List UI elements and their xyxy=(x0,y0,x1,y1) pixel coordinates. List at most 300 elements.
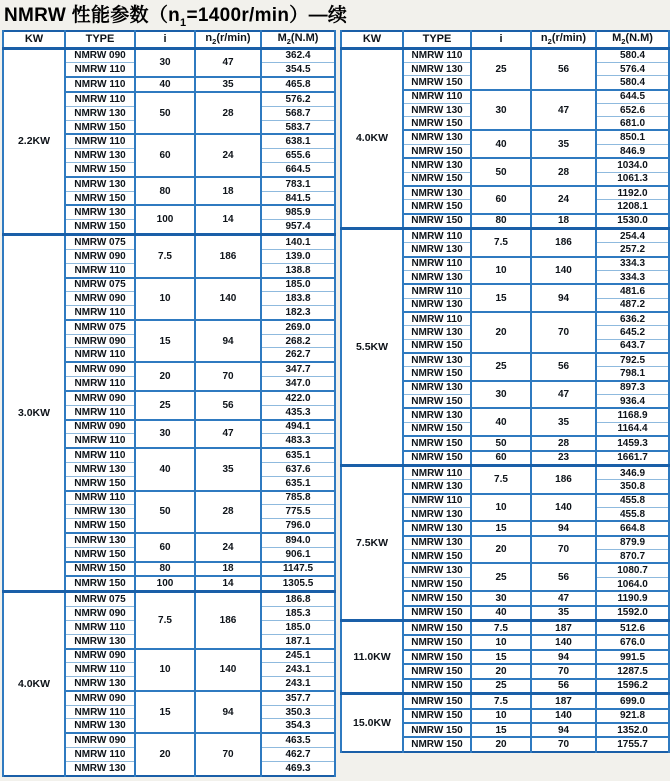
table-body xyxy=(341,48,669,752)
torque-cell: 243.1 xyxy=(261,663,335,677)
output-speed-cell: 94 xyxy=(195,691,261,733)
output-speed-cell: 140 xyxy=(195,649,261,691)
page-title-subscript: 1 xyxy=(180,16,187,29)
col-header-kw: KW xyxy=(3,31,65,48)
type-cell: NMRW 130 xyxy=(403,62,471,75)
kw-cell: 2.2KW xyxy=(3,48,65,235)
type-cell: NMRW 130 xyxy=(403,271,471,285)
output-speed-cell: 47 xyxy=(195,48,261,77)
output-speed-cell: 18 xyxy=(195,562,261,577)
torque-cell: 512.6 xyxy=(596,621,669,636)
type-cell: NMRW 150 xyxy=(65,576,135,591)
ratio-cell: 20 xyxy=(135,733,195,776)
type-cell: NMRW 130 xyxy=(403,243,471,257)
type-cell: NMRW 090 xyxy=(65,691,135,705)
ratio-cell: 7.5 xyxy=(471,229,531,257)
type-cell: NMRW 150 xyxy=(65,163,135,177)
type-cell: NMRW 150 xyxy=(403,117,471,131)
header-row xyxy=(341,31,669,48)
ratio-cell: 25 xyxy=(135,391,195,420)
type-cell: NMRW 130 xyxy=(403,480,471,494)
ratio-cell: 10 xyxy=(135,278,195,320)
torque-cell: 354.3 xyxy=(261,719,335,733)
torque-cell: 455.8 xyxy=(596,494,669,508)
torque-cell: 1305.5 xyxy=(261,576,335,591)
torque-cell: 985.9 xyxy=(261,205,335,219)
torque-cell: 462.7 xyxy=(261,748,335,762)
output-speed-cell: 35 xyxy=(531,408,596,436)
torque-cell: 334.3 xyxy=(596,257,669,271)
ratio-cell: 20 xyxy=(135,362,195,391)
torque-cell: 798.1 xyxy=(596,367,669,381)
output-speed-cell: 24 xyxy=(531,186,596,214)
type-cell: NMRW 130 xyxy=(403,408,471,422)
torque-cell: 1755.7 xyxy=(596,737,669,752)
type-cell: NMRW 110 xyxy=(65,448,135,462)
type-cell: NMRW 150 xyxy=(403,436,471,450)
output-speed-cell: 70 xyxy=(195,362,261,391)
torque-cell: 347.7 xyxy=(261,362,335,376)
type-cell: NMRW 130 xyxy=(403,521,471,535)
torque-cell: 637.6 xyxy=(261,462,335,476)
ratio-cell: 40 xyxy=(471,408,531,436)
table-row xyxy=(341,621,669,636)
type-cell: NMRW 150 xyxy=(403,709,471,723)
output-speed-cell: 56 xyxy=(531,353,596,381)
ratio-cell: 10 xyxy=(135,649,195,691)
torque-cell: 1147.5 xyxy=(261,562,335,577)
torque-cell: 481.6 xyxy=(596,284,669,298)
type-cell: NMRW 150 xyxy=(65,220,135,235)
torque-cell: 846.9 xyxy=(596,144,669,158)
output-speed-cell: 70 xyxy=(531,737,596,752)
type-cell: NMRW 110 xyxy=(65,306,135,320)
ratio-cell: 60 xyxy=(135,533,195,562)
col-header-output-speed: $n_2(r/\min)$ xyxy=(195,31,261,48)
torque-cell: 357.7 xyxy=(261,691,335,705)
output-speed-cell: 94 xyxy=(531,723,596,737)
torque-cell: 455.8 xyxy=(596,508,669,522)
ratio-cell: 80 xyxy=(135,562,195,577)
type-cell: NMRW 090 xyxy=(65,607,135,621)
type-cell: NMRW 150 xyxy=(65,519,135,533)
type-cell: NMRW 150 xyxy=(403,144,471,158)
torque-cell: 1352.0 xyxy=(596,723,669,737)
torque-cell: 643.7 xyxy=(596,339,669,353)
ratio-cell: 7.5 xyxy=(471,621,531,636)
type-cell: NMRW 130 xyxy=(403,508,471,522)
kw-cell: 3.0KW xyxy=(3,235,65,592)
type-cell: NMRW 110 xyxy=(403,48,471,62)
torque-cell: 870.7 xyxy=(596,550,669,564)
type-cell: NMRW 110 xyxy=(65,134,135,148)
torque-cell: 638.1 xyxy=(261,134,335,148)
torque-cell: 254.4 xyxy=(596,229,669,243)
torque-cell: 796.0 xyxy=(261,519,335,533)
output-speed-cell: 56 xyxy=(531,48,596,90)
type-cell: NMRW 090 xyxy=(65,649,135,663)
col-header-kw: KW xyxy=(341,31,403,48)
ratio-cell: 60 xyxy=(471,451,531,466)
type-cell: NMRW 110 xyxy=(65,77,135,92)
output-speed-cell: 14 xyxy=(195,576,261,591)
ratio-cell: 15 xyxy=(135,691,195,733)
output-speed-cell: 94 xyxy=(531,650,596,664)
type-cell: NMRW 110 xyxy=(65,63,135,77)
output-speed-cell: 70 xyxy=(195,733,261,776)
torque-cell: 1061.3 xyxy=(596,172,669,186)
ratio-cell: 100 xyxy=(135,205,195,234)
ratio-cell: 10 xyxy=(471,635,531,649)
torque-cell: 936.4 xyxy=(596,395,669,409)
ratio-cell: 30 xyxy=(135,48,195,77)
torque-cell: 1661.7 xyxy=(596,451,669,466)
type-cell: NMRW 110 xyxy=(65,748,135,762)
col-header-torque: $M_2(N.M)$ xyxy=(261,31,335,48)
type-cell: NMRW 130 xyxy=(403,186,471,200)
ratio-cell: 40 xyxy=(135,448,195,490)
torque-cell: 576.4 xyxy=(596,62,669,75)
table-header xyxy=(341,31,669,48)
type-cell: NMRW 110 xyxy=(403,257,471,271)
output-speed-cell: 24 xyxy=(195,533,261,562)
torque-cell: 350.8 xyxy=(596,480,669,494)
output-speed-cell: 35 xyxy=(195,448,261,490)
kw-cell: 5.5KW xyxy=(341,229,403,466)
torque-cell: 186.8 xyxy=(261,592,335,607)
torque-cell: 1459.3 xyxy=(596,436,669,450)
torque-cell: 346.9 xyxy=(596,465,669,479)
ratio-cell: 50 xyxy=(471,436,531,450)
ratio-cell: 25 xyxy=(471,48,531,90)
torque-cell: 580.4 xyxy=(596,48,669,62)
ratio-cell: 30 xyxy=(471,591,531,605)
type-cell: NMRW 110 xyxy=(403,465,471,479)
performance-table-left xyxy=(2,30,336,777)
torque-cell: 841.5 xyxy=(261,191,335,205)
torque-cell: 185.3 xyxy=(261,607,335,621)
output-speed-cell: 35 xyxy=(531,130,596,158)
torque-cell: 483.3 xyxy=(261,434,335,448)
output-speed-cell: 56 xyxy=(195,391,261,420)
torque-cell: 655.6 xyxy=(261,149,335,163)
output-speed-cell: 18 xyxy=(531,214,596,229)
type-cell: NMRW 110 xyxy=(403,229,471,243)
type-cell: NMRW 150 xyxy=(403,339,471,353)
torque-cell: 463.5 xyxy=(261,733,335,747)
type-cell: NMRW 110 xyxy=(65,405,135,419)
type-cell: NMRW 150 xyxy=(403,606,471,621)
type-cell: NMRW 130 xyxy=(403,158,471,172)
type-cell: NMRW 130 xyxy=(65,106,135,120)
output-speed-cell: 70 xyxy=(531,312,596,353)
torque-cell: 139.0 xyxy=(261,250,335,264)
page-title-prefix: NMRW 性能参数（n xyxy=(4,5,181,26)
output-speed-cell: 186 xyxy=(531,465,596,493)
type-cell: NMRW 130 xyxy=(65,149,135,163)
torque-cell: 676.0 xyxy=(596,635,669,649)
type-cell: NMRW 110 xyxy=(65,705,135,719)
ratio-cell: 30 xyxy=(471,381,531,409)
col-header-type: TYPE xyxy=(403,31,471,48)
torque-cell: 1530.0 xyxy=(596,214,669,229)
ratio-cell: 20 xyxy=(471,536,531,564)
output-speed-cell: 28 xyxy=(531,158,596,186)
torque-cell: 262.7 xyxy=(261,348,335,362)
ratio-cell: 80 xyxy=(135,177,195,206)
torque-cell: 185.0 xyxy=(261,278,335,292)
table-body xyxy=(3,48,335,776)
type-cell: NMRW 110 xyxy=(65,92,135,106)
output-speed-cell: 28 xyxy=(195,491,261,533)
type-cell: NMRW 090 xyxy=(65,292,135,306)
ratio-cell: 15 xyxy=(135,320,195,362)
type-cell: NMRW 090 xyxy=(65,334,135,348)
torque-cell: 1287.5 xyxy=(596,664,669,678)
torque-cell: 921.8 xyxy=(596,709,669,723)
output-speed-cell: 28 xyxy=(195,92,261,134)
output-speed-cell: 140 xyxy=(195,278,261,320)
ratio-cell: 7.5 xyxy=(135,235,195,278)
ratio-cell: 7.5 xyxy=(471,694,531,709)
output-speed-cell: 47 xyxy=(531,90,596,131)
torque-cell: 636.2 xyxy=(596,312,669,326)
header-subscript: 2 xyxy=(286,37,291,47)
kw-cell: 11.0KW xyxy=(341,621,403,694)
page-title xyxy=(4,0,347,29)
table-row xyxy=(341,465,669,479)
output-speed-cell: 94 xyxy=(195,320,261,362)
page-title-suffix: =1400r/min）—续 xyxy=(186,5,348,26)
torque-cell: 785.8 xyxy=(261,491,335,505)
type-cell: NMRW 150 xyxy=(403,694,471,709)
output-speed-cell: 187 xyxy=(531,621,596,636)
torque-cell: 1080.7 xyxy=(596,563,669,577)
ratio-cell: 15 xyxy=(471,650,531,664)
torque-cell: 1596.2 xyxy=(596,679,669,694)
torque-cell: 1208.1 xyxy=(596,200,669,214)
type-cell: NMRW 150 xyxy=(403,172,471,186)
torque-cell: 347.0 xyxy=(261,377,335,391)
type-cell: NMRW 110 xyxy=(65,377,135,391)
torque-cell: 182.3 xyxy=(261,306,335,320)
ratio-cell: 25 xyxy=(471,563,531,591)
torque-cell: 487.2 xyxy=(596,298,669,312)
ratio-cell: 40 xyxy=(471,130,531,158)
type-cell: NMRW 150 xyxy=(403,723,471,737)
output-speed-cell: 140 xyxy=(531,257,596,285)
type-cell: NMRW 130 xyxy=(65,533,135,547)
type-cell: NMRW 150 xyxy=(65,120,135,134)
type-cell: NMRW 150 xyxy=(403,650,471,664)
torque-cell: 1034.0 xyxy=(596,158,669,172)
type-cell: NMRW 130 xyxy=(403,563,471,577)
output-speed-cell: 14 xyxy=(195,205,261,234)
output-speed-cell: 140 xyxy=(531,494,596,522)
type-cell: NMRW 150 xyxy=(403,451,471,466)
torque-cell: 897.3 xyxy=(596,381,669,395)
table-header xyxy=(3,31,335,48)
ratio-cell: 100 xyxy=(135,576,195,591)
output-speed-cell: 186 xyxy=(195,592,261,649)
type-cell: NMRW 150 xyxy=(403,664,471,678)
type-cell: NMRW 110 xyxy=(65,348,135,362)
type-cell: NMRW 150 xyxy=(65,562,135,577)
type-cell: NMRW 075 xyxy=(65,320,135,334)
torque-cell: 350.3 xyxy=(261,705,335,719)
torque-cell: 664.8 xyxy=(596,521,669,535)
torque-cell: 583.7 xyxy=(261,120,335,134)
torque-cell: 269.0 xyxy=(261,320,335,334)
torque-cell: 664.5 xyxy=(261,163,335,177)
type-cell: NMRW 150 xyxy=(403,550,471,564)
output-speed-cell: 47 xyxy=(531,381,596,409)
torque-cell: 699.0 xyxy=(596,694,669,709)
type-cell: NMRW 110 xyxy=(403,284,471,298)
type-cell: NMRW 150 xyxy=(403,591,471,605)
ratio-cell: 20 xyxy=(471,664,531,678)
type-cell: NMRW 090 xyxy=(65,391,135,405)
output-speed-cell: 186 xyxy=(531,229,596,257)
torque-cell: 187.1 xyxy=(261,634,335,648)
col-header-type: TYPE xyxy=(65,31,135,48)
type-cell: NMRW 130 xyxy=(403,130,471,144)
ratio-cell: 7.5 xyxy=(471,465,531,493)
torque-cell: 354.5 xyxy=(261,63,335,77)
type-cell: NMRW 150 xyxy=(65,547,135,561)
output-speed-cell: 18 xyxy=(195,177,261,206)
type-cell: NMRW 110 xyxy=(403,494,471,508)
col-header-ratio: i xyxy=(135,31,195,48)
type-cell: NMRW 130 xyxy=(65,761,135,776)
ratio-cell: 15 xyxy=(471,521,531,535)
output-speed-cell: 24 xyxy=(195,134,261,176)
type-cell: NMRW 110 xyxy=(403,312,471,326)
torque-cell: 991.5 xyxy=(596,650,669,664)
col-header-output-speed: $n_2(r/\min)$ xyxy=(531,31,596,48)
header-subscript: 2 xyxy=(621,37,626,47)
torque-cell: 635.1 xyxy=(261,448,335,462)
torque-cell: 1064.0 xyxy=(596,577,669,591)
output-speed-cell: 28 xyxy=(531,436,596,450)
ratio-cell: 10 xyxy=(471,257,531,285)
torque-cell: 1592.0 xyxy=(596,606,669,621)
type-cell: NMRW 130 xyxy=(403,536,471,550)
ratio-cell: 25 xyxy=(471,353,531,381)
type-cell: NMRW 130 xyxy=(65,677,135,691)
ratio-cell: 7.5 xyxy=(135,592,195,649)
type-cell: NMRW 075 xyxy=(65,592,135,607)
ratio-cell: 40 xyxy=(471,606,531,621)
ratio-cell: 60 xyxy=(471,186,531,214)
type-cell: NMRW 130 xyxy=(65,205,135,219)
ratio-cell: 30 xyxy=(135,420,195,449)
ratio-cell: 50 xyxy=(135,92,195,134)
torque-cell: 635.1 xyxy=(261,476,335,490)
ratio-cell: 50 xyxy=(471,158,531,186)
torque-cell: 1190.9 xyxy=(596,591,669,605)
torque-cell: 183.8 xyxy=(261,292,335,306)
torque-cell: 245.1 xyxy=(261,649,335,663)
torque-cell: 435.3 xyxy=(261,405,335,419)
type-cell: NMRW 110 xyxy=(65,491,135,505)
type-cell: NMRW 150 xyxy=(403,200,471,214)
ratio-cell: 80 xyxy=(471,214,531,229)
header-subscript: 2 xyxy=(212,37,217,47)
output-speed-cell: 140 xyxy=(531,635,596,649)
output-speed-cell: 56 xyxy=(531,679,596,694)
output-speed-cell: 70 xyxy=(531,536,596,564)
type-cell: NMRW 110 xyxy=(403,90,471,104)
type-cell: NMRW 150 xyxy=(403,367,471,381)
col-header-torque: $M_2(N.M)$ xyxy=(596,31,669,48)
type-cell: NMRW 150 xyxy=(403,737,471,752)
table-row xyxy=(3,48,335,63)
type-cell: NMRW 150 xyxy=(403,577,471,591)
kw-cell: 4.0KW xyxy=(3,592,65,776)
header-subscript: 2 xyxy=(547,37,552,47)
torque-cell: 185.0 xyxy=(261,620,335,634)
torque-cell: 576.2 xyxy=(261,92,335,106)
table-row xyxy=(341,229,669,243)
header-row xyxy=(3,31,335,48)
type-cell: NMRW 130 xyxy=(65,505,135,519)
kw-cell: 4.0KW xyxy=(341,48,403,229)
torque-cell: 268.2 xyxy=(261,334,335,348)
torque-cell: 645.2 xyxy=(596,326,669,339)
kw-cell: 15.0KW xyxy=(341,694,403,752)
torque-cell: 792.5 xyxy=(596,353,669,367)
type-cell: NMRW 090 xyxy=(65,420,135,434)
torque-cell: 783.1 xyxy=(261,177,335,191)
ratio-cell: 10 xyxy=(471,709,531,723)
type-cell: NMRW 130 xyxy=(403,353,471,367)
torque-cell: 957.4 xyxy=(261,220,335,235)
torque-cell: 422.0 xyxy=(261,391,335,405)
torque-cell: 644.5 xyxy=(596,90,669,104)
type-cell: NMRW 150 xyxy=(65,476,135,490)
type-cell: NMRW 075 xyxy=(65,235,135,250)
type-cell: NMRW 075 xyxy=(65,278,135,292)
table-row xyxy=(341,694,669,709)
torque-cell: 362.4 xyxy=(261,48,335,63)
output-speed-cell: 94 xyxy=(531,521,596,535)
type-cell: NMRW 150 xyxy=(403,422,471,436)
output-speed-cell: 35 xyxy=(195,77,261,92)
output-speed-cell: 187 xyxy=(531,694,596,709)
torque-cell: 879.9 xyxy=(596,536,669,550)
type-cell: NMRW 130 xyxy=(65,719,135,733)
type-cell: NMRW 130 xyxy=(65,177,135,191)
torque-cell: 334.3 xyxy=(596,271,669,285)
torque-cell: 140.1 xyxy=(261,235,335,250)
output-speed-cell: 186 xyxy=(195,235,261,278)
type-cell: NMRW 090 xyxy=(65,362,135,376)
type-cell: NMRW 150 xyxy=(403,76,471,90)
torque-cell: 138.8 xyxy=(261,263,335,277)
type-cell: NMRW 090 xyxy=(65,48,135,63)
type-cell: NMRW 110 xyxy=(65,620,135,634)
type-cell: NMRW 130 xyxy=(403,381,471,395)
type-cell: NMRW 150 xyxy=(403,679,471,694)
table-row xyxy=(341,48,669,62)
output-speed-cell: 35 xyxy=(531,606,596,621)
torque-cell: 494.1 xyxy=(261,420,335,434)
ratio-cell: 40 xyxy=(135,77,195,92)
torque-cell: 568.7 xyxy=(261,106,335,120)
type-cell: NMRW 150 xyxy=(403,214,471,229)
torque-cell: 652.6 xyxy=(596,103,669,116)
